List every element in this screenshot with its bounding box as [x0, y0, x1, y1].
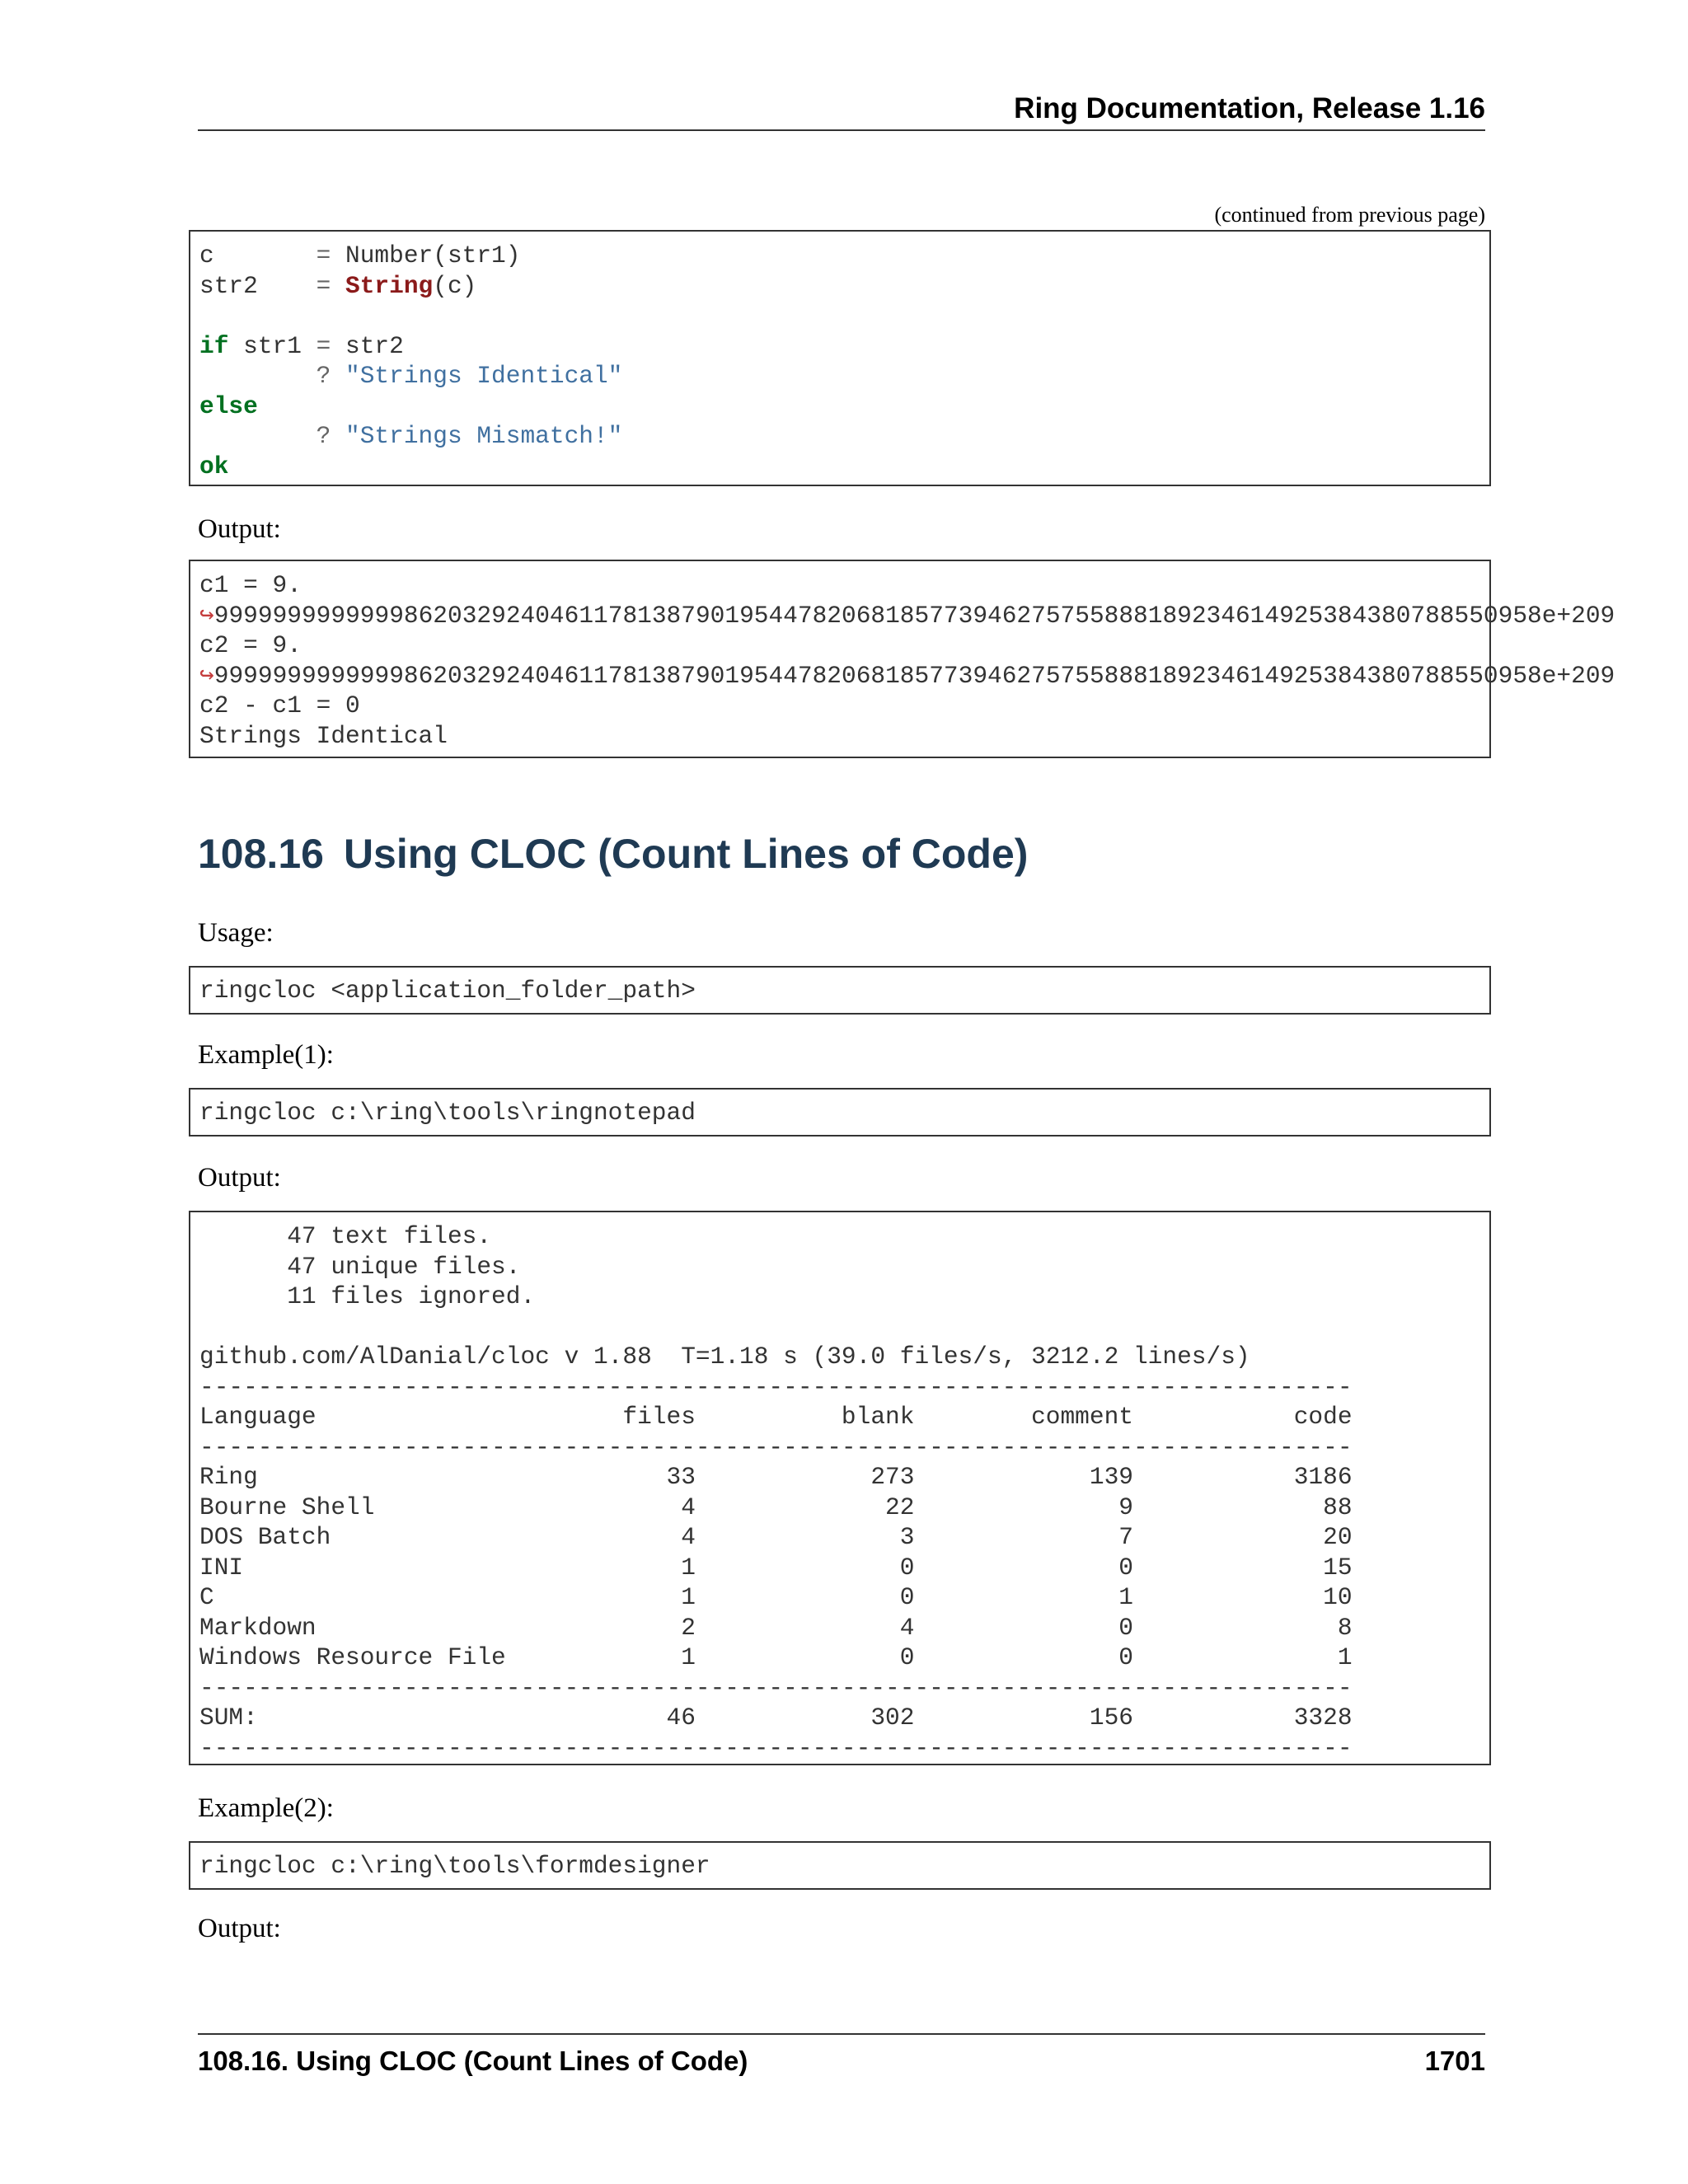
output-block-2-text [190, 1212, 1489, 1763]
page-header [198, 92, 1485, 131]
output-block-2-line: github.com/AlDanial/cloc v 1.88 T=1.18 s (39.0 files/s, 3212.2 lines/s) [199, 1343, 1250, 1371]
output-block-2-line: Windows Resource File 1 0 0 1 [199, 1643, 1353, 1671]
output-label-3: Output: [198, 1914, 281, 1943]
usage-label: Usage: [198, 918, 274, 948]
output-block-2-line: C 1 0 1 10 [199, 1583, 1353, 1611]
output-block-1-line: c1 = 9. [199, 571, 302, 599]
example2-label: Example(2): [198, 1793, 334, 1823]
code-block-1-line: ? "Strings Mismatch!" [316, 422, 623, 450]
output-block-1-line: ↪9999999999999862032924046117813879019544782068185773946275755888189234614925384380788550958e+209 [199, 661, 1615, 690]
usage-code-block [189, 966, 1491, 1015]
output-block-2-line: 47 text files. [199, 1222, 492, 1250]
code-block-1-line: else [199, 391, 258, 420]
usage-code: ringcloc <application_folder_path> [199, 977, 696, 1005]
output-block-2-line: Markdown 2 4 0 8 [199, 1613, 1353, 1642]
footer-section: 108.16. Using CLOC (Count Lines of Code) [198, 2046, 748, 2076]
page-footer [198, 2033, 1485, 2084]
output-block-2-line: ------------------------------------------------------------------------------- [199, 1733, 1353, 1762]
continued-note: (continued from previous page) [1214, 203, 1485, 227]
code-block-1-line: if str1 = str2 [199, 331, 404, 360]
code-block-1-line: str2 = String(c) [199, 271, 477, 300]
output-block-1-line: c2 - c1 = 0 [199, 691, 360, 719]
section-title: Using CLOC (Count Lines of Code) [343, 831, 1029, 877]
section-heading [198, 829, 1028, 879]
code-block-1-line: c = Number(str1) [199, 241, 521, 269]
output-block-2-line: DOS Batch 4 3 7 20 [199, 1523, 1353, 1551]
example2-code: ringcloc c:\ring\tools\formdesigner [199, 1852, 710, 1880]
output-block-2-line: ------------------------------------------------------------------------------- [199, 1372, 1353, 1401]
output-block-2-line: INI 1 0 0 15 [199, 1553, 1353, 1582]
code-block-1-line: ? "Strings Identical" [316, 362, 623, 390]
code-block-1 [189, 230, 1491, 486]
code-block-1-line: ok [199, 452, 229, 480]
code-block-1-text [190, 232, 1489, 481]
example2-code-block [189, 1841, 1491, 1890]
output-block-2 [189, 1211, 1491, 1765]
output-block-2-line: ------------------------------------------------------------------------------- [199, 1432, 1353, 1461]
output-block-1-line: ↪9999999999999862032924046117813879019544782068185773946275755888189234614925384380788550958e+209 [199, 601, 1615, 630]
output-block-2-line: SUM: 46 302 156 3328 [199, 1704, 1353, 1732]
output-label-2: Output: [198, 1163, 281, 1193]
section-number: 108.16 [198, 831, 324, 877]
output-block-2-line: 47 unique files. [199, 1252, 521, 1281]
output-block-2-line: ------------------------------------------------------------------------------- [199, 1673, 1353, 1702]
output-block-2-line: 11 files ignored. [199, 1282, 536, 1310]
output-label-1: Output: [198, 514, 281, 544]
example1-code: ringcloc c:\ring\tools\ringnotepad [199, 1099, 696, 1127]
output-block-1-line: Strings Identical [199, 721, 448, 750]
output-block-1 [189, 560, 1615, 758]
output-block-2-line: Ring 33 273 139 3186 [199, 1463, 1353, 1491]
header-title: Ring Documentation, Release 1.16 [1014, 92, 1485, 124]
example1-label: Example(1): [198, 1040, 334, 1070]
output-block-1-line: c2 = 9. [199, 631, 302, 659]
output-block-1-text [190, 561, 1615, 751]
output-block-2-line: Bourne Shell 4 22 9 88 [199, 1493, 1353, 1521]
example1-code-block [189, 1088, 1491, 1137]
page-number: 1701 [1424, 2046, 1485, 2076]
output-block-2-line: Language files blank comment code [199, 1403, 1353, 1431]
